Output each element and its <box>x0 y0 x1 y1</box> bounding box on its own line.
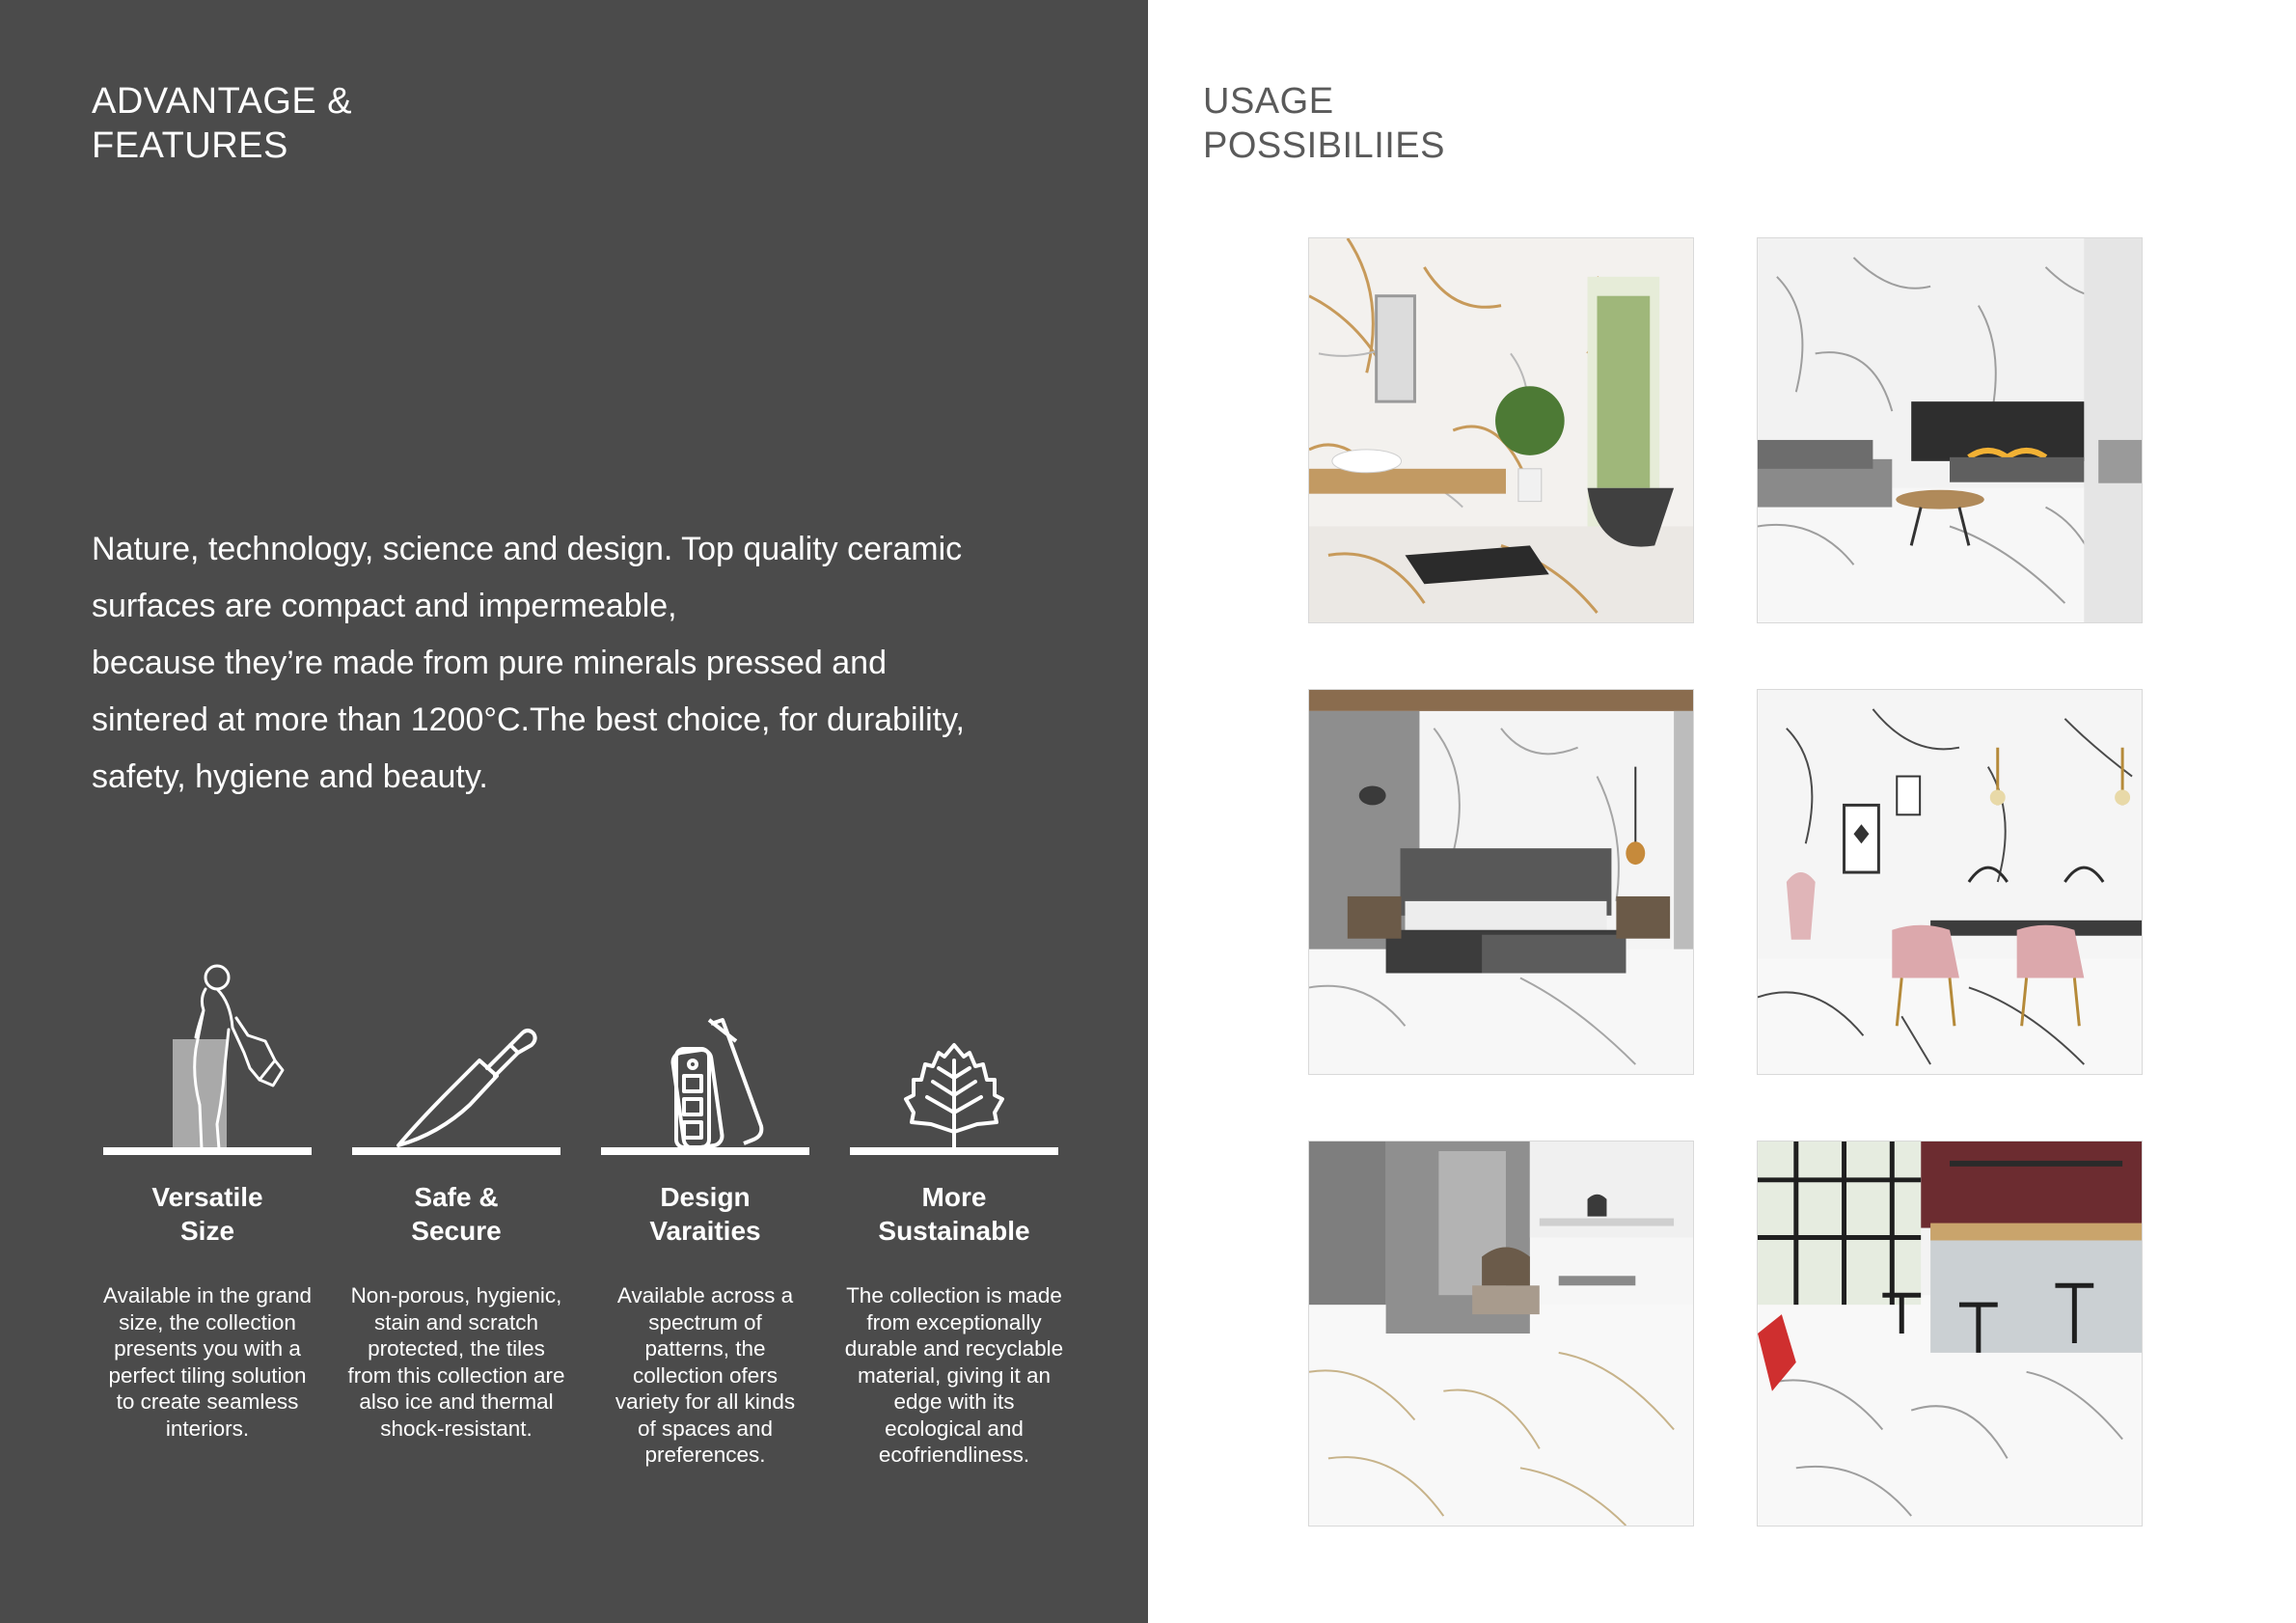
usage-heading: USAGE POSSIBILIIES <box>1203 81 1445 166</box>
knife-icon <box>352 960 560 1153</box>
bar-cafe-photo <box>1757 1141 2143 1527</box>
feature-safe-secure <box>341 960 572 1500</box>
features-row <box>92 960 1064 1500</box>
feature-baseline <box>850 1147 1058 1155</box>
feature-title: Design Varaities <box>649 1182 761 1246</box>
statue-icon <box>103 960 312 1153</box>
feature-baseline <box>103 1147 312 1155</box>
walk-in-closet-photo <box>1308 1141 1694 1527</box>
feature-design-varieties <box>589 960 821 1500</box>
feature-baseline <box>352 1147 560 1155</box>
feature-description: Available in the grand size, the collection presents you with a perfect tiling solution to create seamless interiors. <box>103 1283 312 1441</box>
feature-title: More Sustainable <box>878 1182 1030 1246</box>
feature-description: Non-porous, hygienic, stain and scratch protected, the tiles from this collection are also ice and thermal shock-resistant. <box>347 1283 565 1441</box>
usage-panel <box>1148 0 2296 1623</box>
advantages-heading: ADVANTAGE & FEATURES <box>92 81 353 166</box>
feature-description: Available across a spectrum of patterns, the collection ofers variety for all kinds of spaces and preferences. <box>615 1283 796 1467</box>
bathroom-photo <box>1308 237 1694 623</box>
intro-paragraph: Nature, technology, science and design. Top quality ceramic surfaces are compact and impermeable, because they’re made from pure minerals pressed and sintered at more than 1200°C.The best choice, for durability, safety, hygiene and beauty. <box>92 531 966 795</box>
feature-title: Versatile Size <box>151 1182 263 1246</box>
dining-room-photo <box>1757 689 2143 1075</box>
feature-more-sustainable <box>838 960 1070 1500</box>
feature-baseline <box>601 1147 809 1155</box>
feature-versatile-size <box>92 960 323 1500</box>
bedroom-photo <box>1308 689 1694 1075</box>
feature-title: Safe & Secure <box>411 1182 502 1246</box>
swatch-icon <box>601 960 809 1153</box>
living-room-photo <box>1757 237 2143 623</box>
leaf-icon <box>850 960 1058 1153</box>
feature-description: The collection is made from exceptionally durable and recyclable material, giving it an edge with its ecological and ecofriendliness. <box>844 1283 1064 1467</box>
